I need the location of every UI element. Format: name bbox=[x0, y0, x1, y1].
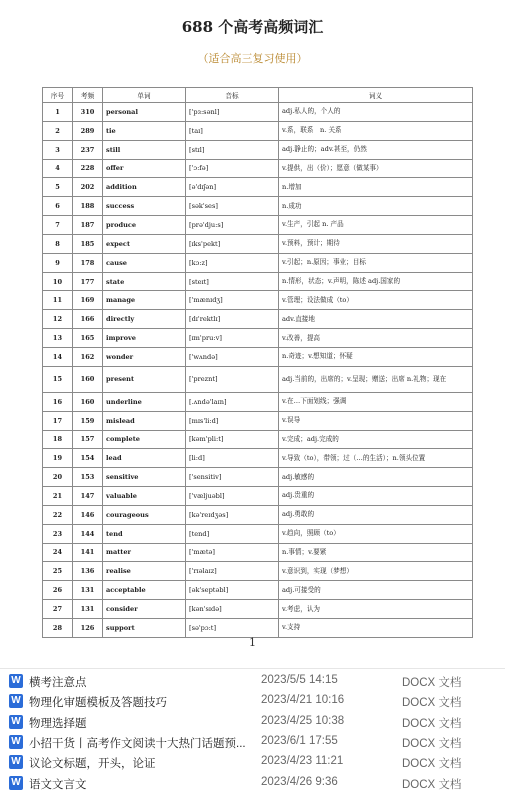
table-row bbox=[43, 253, 473, 272]
cell-phonetic: [li:d] bbox=[186, 449, 279, 468]
table-row bbox=[43, 505, 473, 524]
word-doc-icon: W bbox=[9, 694, 23, 708]
cell-phonetic: [steɪt] bbox=[186, 272, 279, 291]
cell-frequency: 157 bbox=[73, 430, 103, 449]
table-row bbox=[43, 121, 473, 140]
cell-word: sensitive bbox=[103, 468, 186, 487]
cell-word: acceptable bbox=[103, 581, 186, 600]
cell-word: expect bbox=[103, 234, 186, 253]
table-row bbox=[43, 197, 473, 216]
cell-frequency: 159 bbox=[73, 411, 103, 430]
file-type: DOCX 文档 bbox=[402, 778, 462, 791]
cell-index: 18 bbox=[43, 430, 73, 449]
cell-meaning: v.意识到，实现（梦想） bbox=[279, 562, 473, 581]
cell-word: support bbox=[103, 618, 186, 637]
cell-word: wonder bbox=[103, 347, 186, 366]
cell-meaning: v.支持 bbox=[279, 618, 473, 637]
table-row bbox=[43, 430, 473, 449]
cell-index: 15 bbox=[43, 366, 73, 392]
file-list bbox=[0, 668, 505, 798]
file-name: 小招干货丨高考作文阅读十大热门话题预... bbox=[29, 737, 246, 750]
cell-meaning: adj.勇敢的 bbox=[279, 505, 473, 524]
cell-word: produce bbox=[103, 216, 186, 235]
cell-index: 8 bbox=[43, 234, 73, 253]
table-row bbox=[43, 347, 473, 366]
cell-phonetic: [dɪ'rektlɪ] bbox=[186, 310, 279, 329]
cell-meaning: v.导致（to），带领；过（…的生活）；n.领头位置 bbox=[279, 449, 473, 468]
word-doc-icon: W bbox=[9, 755, 23, 769]
cell-word: manage bbox=[103, 291, 186, 310]
cell-frequency: 136 bbox=[73, 562, 103, 581]
file-modified-date: 2023/4/23 11:21 bbox=[261, 755, 344, 768]
page-number: 1 bbox=[249, 636, 256, 649]
file-name: 语文文言文 bbox=[29, 778, 87, 791]
table-row bbox=[43, 449, 473, 468]
cell-index: 27 bbox=[43, 600, 73, 619]
cell-word: matter bbox=[103, 543, 186, 562]
cell-frequency: 188 bbox=[73, 197, 103, 216]
cell-meaning: v.系，联系 n. 关系 bbox=[279, 121, 473, 140]
cell-frequency: 185 bbox=[73, 234, 103, 253]
cell-frequency: 237 bbox=[73, 140, 103, 159]
cell-index: 19 bbox=[43, 449, 73, 468]
cell-meaning: n.情形，状态；v.声明，陈述 adj.国家的 bbox=[279, 272, 473, 291]
cell-meaning: v.生产，引起 n. 产品 bbox=[279, 216, 473, 235]
cell-word: lead bbox=[103, 449, 186, 468]
table-row bbox=[43, 581, 473, 600]
table-body bbox=[43, 103, 473, 638]
file-row[interactable] bbox=[0, 773, 505, 793]
cell-phonetic: [.ʌndə'laɪn] bbox=[186, 392, 279, 411]
cell-word: still bbox=[103, 140, 186, 159]
table-row bbox=[43, 103, 473, 122]
table-row bbox=[43, 178, 473, 197]
cell-frequency: 162 bbox=[73, 347, 103, 366]
cell-meaning: v.误导 bbox=[279, 411, 473, 430]
cell-meaning: adj.私人的，个人的 bbox=[279, 103, 473, 122]
cell-index: 26 bbox=[43, 581, 73, 600]
file-type: DOCX 文档 bbox=[402, 758, 462, 771]
cell-index: 17 bbox=[43, 411, 73, 430]
cell-frequency: 187 bbox=[73, 216, 103, 235]
cell-meaning: n.奇迹；v.想知道；怀疑 bbox=[279, 347, 473, 366]
cell-phonetic: ['ɔ:fə] bbox=[186, 159, 279, 178]
cell-index: 3 bbox=[43, 140, 73, 159]
cell-frequency: 228 bbox=[73, 159, 103, 178]
table-header-row bbox=[43, 88, 473, 103]
cell-word: improve bbox=[103, 329, 186, 348]
cell-index: 7 bbox=[43, 216, 73, 235]
table-row bbox=[43, 524, 473, 543]
file-row[interactable] bbox=[0, 671, 505, 691]
cell-word: underline bbox=[103, 392, 186, 411]
cell-phonetic: [kən'sɪdə] bbox=[186, 600, 279, 619]
cell-frequency: 126 bbox=[73, 618, 103, 637]
cell-index: 2 bbox=[43, 121, 73, 140]
column-header-index: 序号 bbox=[43, 88, 73, 103]
table-row bbox=[43, 140, 473, 159]
table-row bbox=[43, 411, 473, 430]
cell-frequency: 310 bbox=[73, 103, 103, 122]
file-name: 横考注意点 bbox=[29, 677, 87, 689]
cell-index: 6 bbox=[43, 197, 73, 216]
cell-meaning: adj.敏感的 bbox=[279, 468, 473, 487]
table-row bbox=[43, 487, 473, 506]
cell-word: success bbox=[103, 197, 186, 216]
file-row[interactable] bbox=[0, 712, 505, 732]
cell-meaning: n.事情；v.要紧 bbox=[279, 543, 473, 562]
cell-phonetic: [sək'ses] bbox=[186, 197, 279, 216]
column-header-word: 单词 bbox=[103, 88, 186, 103]
word-doc-icon: W bbox=[9, 776, 23, 790]
cell-phonetic: [ɪm'pru:v] bbox=[186, 329, 279, 348]
cell-phonetic: [ɪks'pekt] bbox=[186, 234, 279, 253]
cell-phonetic: [kəm'pli:t] bbox=[186, 430, 279, 449]
table-row bbox=[43, 543, 473, 562]
word-doc-icon: W bbox=[9, 735, 23, 749]
cell-meaning: v.管理；设法做成（to） bbox=[279, 291, 473, 310]
cell-phonetic: [tend] bbox=[186, 524, 279, 543]
cell-phonetic: [kə'reɪdʒəs] bbox=[186, 505, 279, 524]
cell-word: courageous bbox=[103, 505, 186, 524]
cell-word: present bbox=[103, 366, 186, 392]
cell-frequency: 153 bbox=[73, 468, 103, 487]
cell-index: 5 bbox=[43, 178, 73, 197]
file-name: 物理选择题 bbox=[29, 717, 87, 730]
cell-phonetic: ['sensitiv] bbox=[186, 468, 279, 487]
table-row bbox=[43, 392, 473, 411]
file-type: DOCX 文档 bbox=[402, 677, 462, 689]
file-row[interactable] bbox=[0, 691, 505, 711]
file-modified-date: 2023/6/1 17:55 bbox=[261, 734, 338, 747]
file-modified-date: 2023/4/21 10:16 bbox=[261, 694, 345, 707]
cell-index: 21 bbox=[43, 487, 73, 506]
table-row bbox=[43, 618, 473, 637]
cell-phonetic: [stɪl] bbox=[186, 140, 279, 159]
cell-phonetic: [prə'dju:s] bbox=[186, 216, 279, 235]
cell-word: consider bbox=[103, 600, 186, 619]
cell-meaning: v.提供，出（价）；愿意（做某事） bbox=[279, 159, 473, 178]
cell-word: state bbox=[103, 272, 186, 291]
cell-meaning: v.趋向，照顾（to） bbox=[279, 524, 473, 543]
cell-phonetic: [kɔ:z] bbox=[186, 253, 279, 272]
cell-word: cause bbox=[103, 253, 186, 272]
column-header-phonetic: 音标 bbox=[186, 88, 279, 103]
cell-phonetic: ['preznt] bbox=[186, 366, 279, 392]
cell-phonetic: ['rɪəlaɪz] bbox=[186, 562, 279, 581]
cell-meaning: adv.直接地 bbox=[279, 310, 473, 329]
cell-frequency: 154 bbox=[73, 449, 103, 468]
table-row bbox=[43, 291, 473, 310]
cell-word: mislead bbox=[103, 411, 186, 430]
word-doc-icon: W bbox=[9, 715, 23, 729]
cell-meaning: adj.贵重的 bbox=[279, 487, 473, 506]
column-header-frequency: 考频 bbox=[73, 88, 103, 103]
cell-meaning: adj.当前的，出席的；v.呈现；赠送；出席 n.礼物；现在 bbox=[279, 366, 473, 392]
cell-phonetic: [ək'septəbl] bbox=[186, 581, 279, 600]
cell-index: 13 bbox=[43, 329, 73, 348]
cell-index: 25 bbox=[43, 562, 73, 581]
cell-meaning: v.引起；n.原因；事业；目标 bbox=[279, 253, 473, 272]
cell-index: 4 bbox=[43, 159, 73, 178]
cell-word: directly bbox=[103, 310, 186, 329]
cell-word: personal bbox=[103, 103, 186, 122]
cell-index: 23 bbox=[43, 524, 73, 543]
cell-frequency: 131 bbox=[73, 600, 103, 619]
cell-meaning: n.增加 bbox=[279, 178, 473, 197]
file-type: DOCX 文档 bbox=[402, 737, 462, 750]
cell-frequency: 165 bbox=[73, 329, 103, 348]
cell-index: 11 bbox=[43, 291, 73, 310]
cell-index: 20 bbox=[43, 468, 73, 487]
file-type: DOCX 文档 bbox=[402, 717, 462, 730]
file-type: DOCX 文档 bbox=[402, 697, 462, 710]
cell-phonetic: [sə'pɔ:t] bbox=[186, 618, 279, 637]
cell-word: complete bbox=[103, 430, 186, 449]
cell-frequency: 169 bbox=[73, 291, 103, 310]
cell-phonetic: ['væljuəbl] bbox=[186, 487, 279, 506]
column-header-meaning: 词义 bbox=[279, 88, 473, 103]
cell-frequency: 141 bbox=[73, 543, 103, 562]
cell-frequency: 178 bbox=[73, 253, 103, 272]
cell-meaning: adj.静止的；adv.甚至，仍然 bbox=[279, 140, 473, 159]
cell-phonetic: [mɪs'li:d] bbox=[186, 411, 279, 430]
vocabulary-table bbox=[42, 87, 473, 638]
table-row bbox=[43, 234, 473, 253]
cell-index: 16 bbox=[43, 392, 73, 411]
file-row[interactable] bbox=[0, 732, 505, 752]
table-row bbox=[43, 468, 473, 487]
cell-index: 24 bbox=[43, 543, 73, 562]
table-row bbox=[43, 310, 473, 329]
document-subtitle: （适合高三复习使用） bbox=[197, 52, 308, 65]
file-row[interactable] bbox=[0, 752, 505, 772]
cell-word: valuable bbox=[103, 487, 186, 506]
cell-meaning: v.考虑，认为 bbox=[279, 600, 473, 619]
cell-meaning: adj.可接受的 bbox=[279, 581, 473, 600]
cell-index: 14 bbox=[43, 347, 73, 366]
table-row bbox=[43, 216, 473, 235]
cell-frequency: 160 bbox=[73, 366, 103, 392]
cell-frequency: 166 bbox=[73, 310, 103, 329]
cell-frequency: 144 bbox=[73, 524, 103, 543]
cell-word: realise bbox=[103, 562, 186, 581]
cell-phonetic: ['mænɪdʒ] bbox=[186, 291, 279, 310]
cell-meaning: v.预料，预计；期待 bbox=[279, 234, 473, 253]
cell-meaning: n.成功 bbox=[279, 197, 473, 216]
cell-word: tie bbox=[103, 121, 186, 140]
cell-frequency: 131 bbox=[73, 581, 103, 600]
table-row bbox=[43, 562, 473, 581]
cell-index: 12 bbox=[43, 310, 73, 329]
cell-phonetic: ['pɜ:sənl] bbox=[186, 103, 279, 122]
cell-index: 28 bbox=[43, 618, 73, 637]
word-doc-icon: W bbox=[9, 674, 23, 688]
table-row bbox=[43, 366, 473, 392]
cell-frequency: 146 bbox=[73, 505, 103, 524]
cell-frequency: 177 bbox=[73, 272, 103, 291]
file-modified-date: 2023/4/26 9:36 bbox=[261, 775, 338, 788]
file-modified-date: 2023/4/25 10:38 bbox=[261, 714, 345, 727]
cell-frequency: 202 bbox=[73, 178, 103, 197]
cell-word: offer bbox=[103, 159, 186, 178]
cell-index: 1 bbox=[43, 103, 73, 122]
table-row bbox=[43, 600, 473, 619]
cell-frequency: 147 bbox=[73, 487, 103, 506]
cell-frequency: 160 bbox=[73, 392, 103, 411]
file-name: 物理化审题模板及答题技巧 bbox=[29, 697, 167, 710]
table-row bbox=[43, 329, 473, 348]
cell-index: 9 bbox=[43, 253, 73, 272]
cell-meaning: v.在…下面划线；强调 bbox=[279, 392, 473, 411]
cell-phonetic: [ə'dɪʃən] bbox=[186, 178, 279, 197]
cell-index: 22 bbox=[43, 505, 73, 524]
cell-phonetic: [taɪ] bbox=[186, 121, 279, 140]
cell-index: 10 bbox=[43, 272, 73, 291]
table-row bbox=[43, 159, 473, 178]
file-modified-date: 2023/5/5 14:15 bbox=[261, 674, 338, 686]
table-row bbox=[43, 272, 473, 291]
file-name: 议论文标题，开头，论证 bbox=[29, 758, 156, 771]
cell-meaning: v.改善，提高 bbox=[279, 329, 473, 348]
cell-frequency: 289 bbox=[73, 121, 103, 140]
cell-word: tend bbox=[103, 524, 186, 543]
cell-phonetic: ['mætə] bbox=[186, 543, 279, 562]
cell-word: addition bbox=[103, 178, 186, 197]
cell-meaning: v.完成；adj.完成的 bbox=[279, 430, 473, 449]
document-title: 688 个高考高频词汇 bbox=[181, 18, 324, 36]
cell-phonetic: ['wʌndə] bbox=[186, 347, 279, 366]
